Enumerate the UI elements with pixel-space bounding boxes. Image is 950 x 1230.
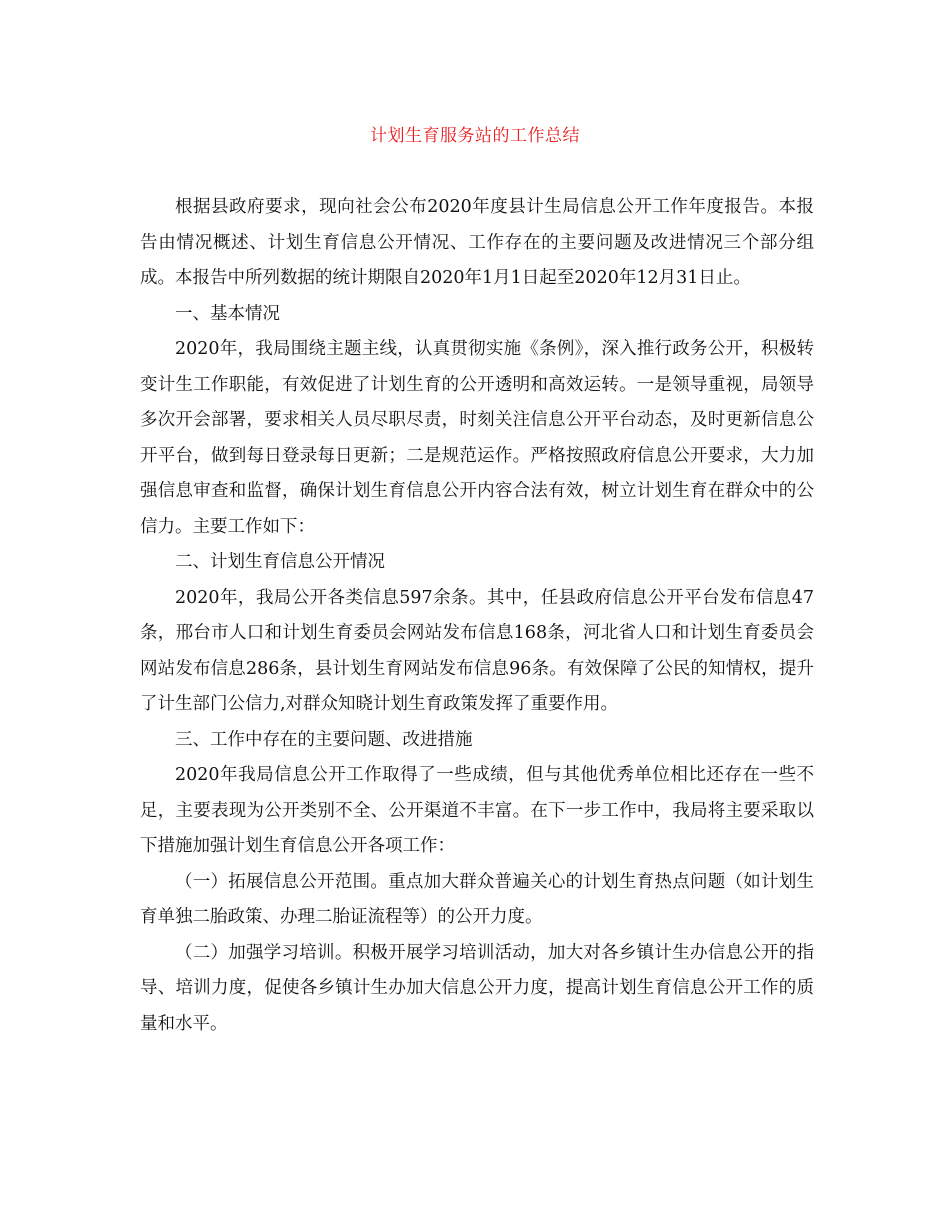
paragraph-disclosure: 2020年，我局公开各类信息597余条。其中，任县政府信息公开平台发布信息47条，邢台市人口和计划生育委员会网站发布信息168条，河北省人口和计划生育委员会网站发布信息286条，县计划生育网站发布信息96条。有效保障了公民的知情权，提升了计生部门公信力,对群众知晓计划生育政策发挥了重要作用。 bbox=[140, 587, 814, 714]
paragraph-measure-1: （一）拓展信息公开范围。重点加大群众普遍关心的计划生育热点问题（如计划生育单独二胎政策、办理二胎证流程等）的公开力度。 bbox=[140, 871, 814, 927]
document-title: 计划生育服务站的工作总结 bbox=[370, 126, 580, 146]
paragraph-problems: 2020年我局信息公开工作取得了一些成绩，但与其他优秀单位相比还存在一些不足，主要表现为公开类别不全、公开渠道不丰富。在下一步工作中，我局将主要采取以下措施加强计划生育信息公开各项工作： bbox=[140, 765, 814, 856]
paragraph-intro: 根据县政府要求，现向社会公布2020年度县计生局信息公开工作年度报告。本报告由情况概述、计划生育信息公开情况、工作存在的主要问题及改进情况三个部分组成。本报告中所列数据的统计期限自2020年1月1日起至2020年12月31日止。 bbox=[140, 197, 814, 288]
document-body bbox=[140, 190, 814, 1042]
section-heading-basic: 一、基本情况 bbox=[175, 303, 280, 324]
paragraph-basic: 2020年，我局围绕主题主线，认真贯彻实施《条例》，深入推行政务公开，积极转变计生工作职能，有效促进了计划生育的公开透明和高效运转。一是领导重视，局领导多次开会部署，要求相关人员尽职尽责，时刻关注信息公开平台动态，及时更新信息公开平台，做到每日登录每日更新；二是规范运作。严格按照政府信息公开要求，大力加强信息审查和监督，确保计划生育信息公开内容合法有效，树立计划生育在群众中的公信力。主要工作如下： bbox=[140, 339, 814, 537]
section-heading-problems: 三、工作中存在的主要问题、改进措施 bbox=[175, 729, 473, 750]
paragraph-measure-2: （二）加强学习培训。积极开展学习培训活动，加大对各乡镇计生办信息公开的指导、培训力度，促使各乡镇计生办加大信息公开力度，提高计划生育信息公开工作的质量和水平。 bbox=[140, 942, 814, 1034]
section-heading-disclosure: 二、计划生育信息公开情况 bbox=[175, 552, 385, 572]
